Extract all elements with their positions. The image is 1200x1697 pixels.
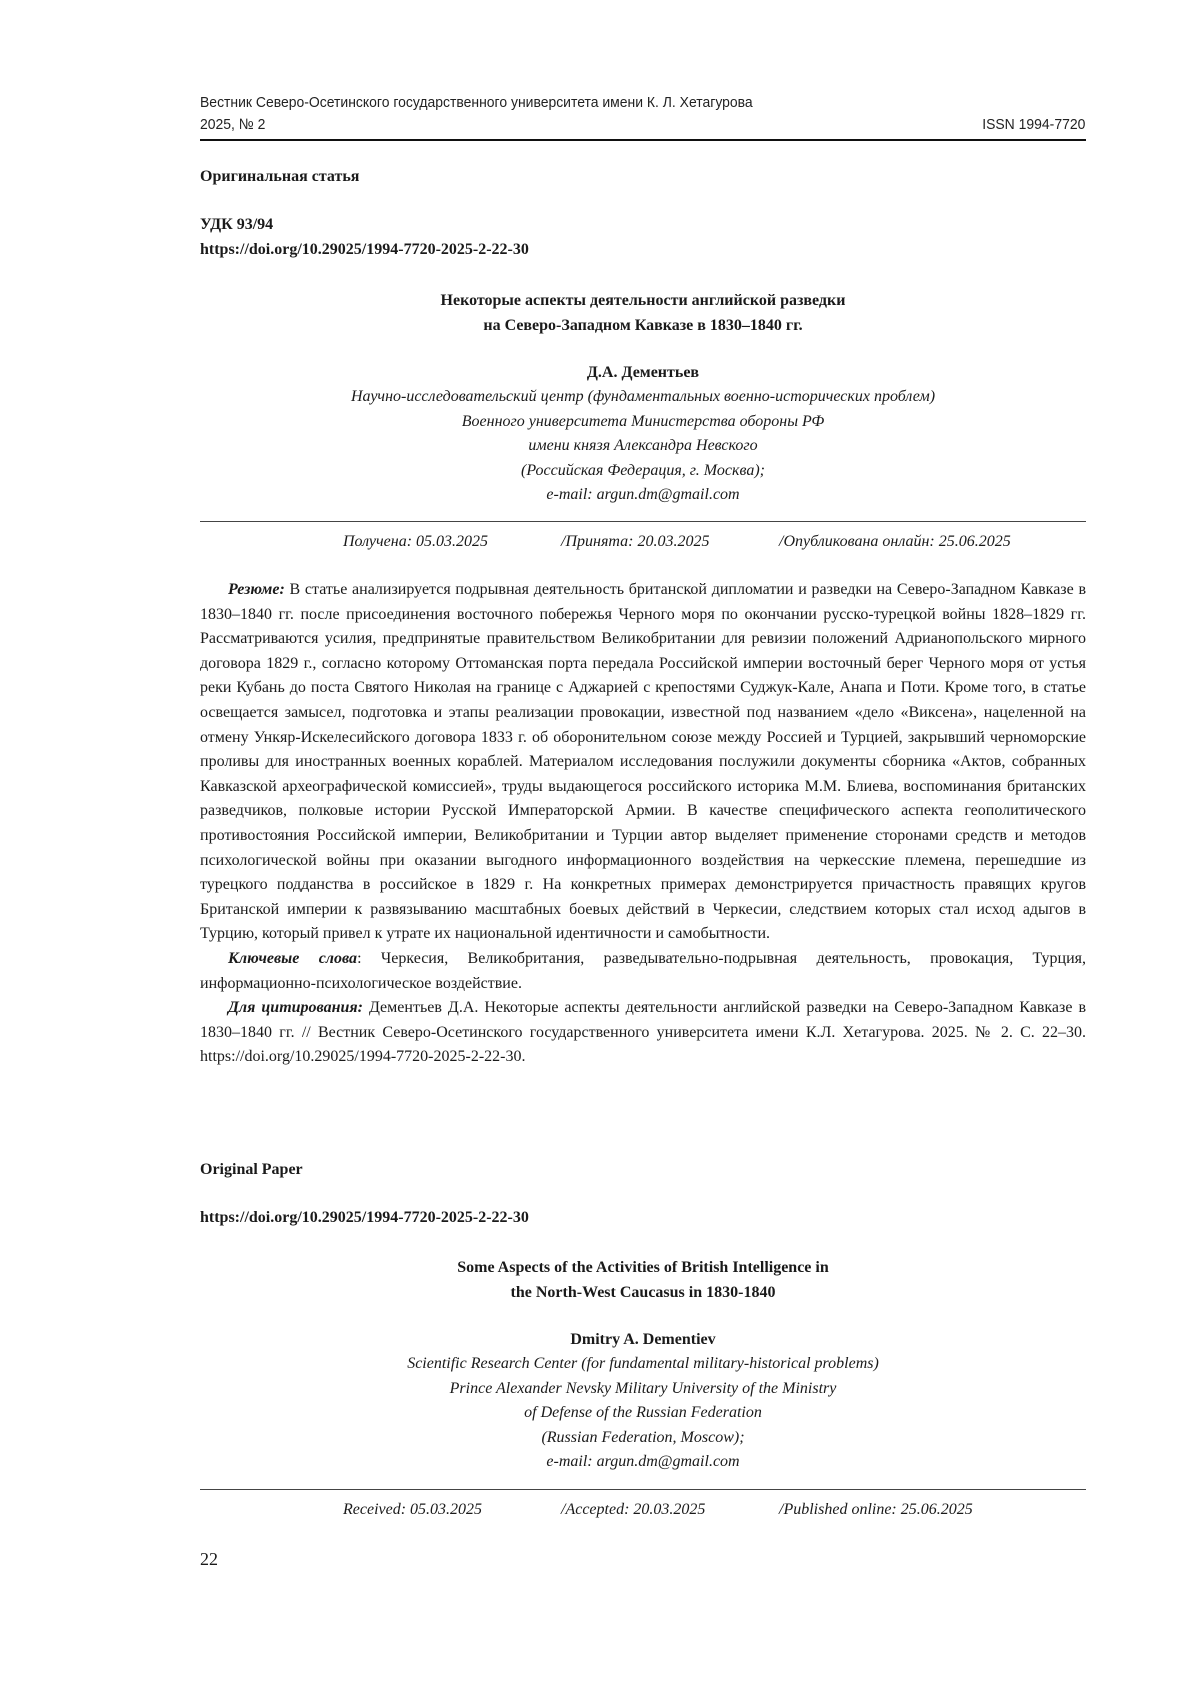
ru-affiliation-line: Научно-исследовательский центр (фундаментальных военно-исторических проблем) xyxy=(350,388,936,405)
en-email-link[interactable]: argun.dm@gmail.com xyxy=(596,1453,740,1470)
journal-issue: 2025, № 2 xyxy=(200,116,266,133)
en-dates xyxy=(343,1499,1103,1521)
ru-keywords-label: Ключевые слова xyxy=(228,949,358,967)
ru-affiliation xyxy=(200,385,1086,508)
en-affiliation-line: of Defense of the Russian Federation xyxy=(524,1404,762,1421)
en-article-title xyxy=(200,1255,1086,1305)
ru-keywords-text: : Черкесия, Великобритания, разведывательно-подрывная деятельность, провокация, Турция, информационно-психологическое воздействие. xyxy=(200,949,1087,992)
en-affiliation xyxy=(200,1352,1086,1475)
journal-name: Вестник Северо-Осетинского государственного университета имени К. Л. Хетагурова xyxy=(200,94,753,111)
ru-title-line: Некоторые аспекты деятельности английской разведки xyxy=(440,292,846,309)
journal-issn: ISSN 1994-7720 xyxy=(982,116,1086,133)
ru-abstract-section xyxy=(200,578,1086,1070)
en-title-line: Some Aspects of the Activities of British Intelligence in xyxy=(457,1259,829,1276)
en-affiliation-line: Prince Alexander Nevsky Military University of the Ministry xyxy=(449,1379,837,1397)
ru-published-date: /Опубликована онлайн: 25.06.2025 xyxy=(779,533,1011,550)
ru-abstract-text: В статье анализируется подрывная деятельность британской дипломатии и разведки на Северо-Западном Кавказе в 1830–1840 гг. после присоединения восточного побережья Черного моря по окончании русско-турецкой войны 1828–1829 гг. Рассматриваются усилия, предпринятые правительством Великобритании для ревизии положений Адрианопольского мирного договора 1829 г., согласно которому Оттоманская порта передала Российской империи восточный берег Черного моря от устья реки Кубань до поста Святого Николая на границе с Аджарией с крепостями Суджук-Кале, Анапа и Поти. Кроме того, в статье освещается замысел, подготовка и этапы реализации провокации, известной под названием «дело «Виксена», нацеленной на отмену Ункяр-Искелесийского договора 1833 г. об оборонительном союзе между Россией и Турцией, закрывший черноморские проливы для иностранных военных кораблей. Материалом исследования послужили документы сборника «Актов, собранных Кавказской археографической комиссией», труды выдающегося российского историка М.М. Блиева, воспоминания британских разведчиков, полковые истории Русской Императорской Армии. В качестве специфического аспекта геополитического противостояния Российской империи, Великобритании и Турции автор выделяет применение сторонами средств и методов психологической войны при оказании выгодного информационного воздействия на черкесские племена, перешедшие из турецкого подданства в российское в 1829 г. На конкретных примерах демонстрируется причастность правящих кругов Британской империи к развязыванию масштабных боевых действий в Черкесии, следствием которых стал исход адыгов в Турцию, который привел к утрате их национальной идентичности и самобытности. xyxy=(200,581,1086,943)
en-accepted-date: /Accepted: 20.03.2025 xyxy=(561,1501,706,1518)
ru-abstract xyxy=(200,578,1086,947)
en-received-date: Received: 05.03.2025 xyxy=(343,1501,483,1518)
journal-header xyxy=(200,92,1086,136)
ru-article-type: Оригинальная статья xyxy=(200,168,360,185)
ru-doi-link[interactable]: https://doi.org/10.29025/1994-7720-2025-2-22-30 xyxy=(200,241,529,258)
ru-accepted-date: /Принята: 20.03.2025 xyxy=(561,533,710,550)
ru-affiliation-line: имени князя Александра Невского xyxy=(528,437,758,454)
ru-citation xyxy=(200,996,1086,1070)
ru-divider xyxy=(200,521,1086,522)
ru-affiliation-line: (Российская Федерация, г. Москва); xyxy=(521,461,765,479)
ru-article-title xyxy=(200,288,1086,338)
ru-email xyxy=(200,483,1086,508)
en-published-date: /Published online: 25.06.2025 xyxy=(779,1501,973,1518)
ru-citation-label: Для цитирования: xyxy=(228,999,363,1017)
ru-keywords xyxy=(200,947,1086,996)
en-article-type: Original Paper xyxy=(200,1161,303,1178)
ru-abstract-label: Резюме: xyxy=(228,581,285,598)
en-divider xyxy=(200,1489,1086,1490)
en-title-line: the North-West Caucasus in 1830-1840 xyxy=(510,1284,776,1301)
ru-email-label: e-mail: xyxy=(546,486,597,503)
page-number: 22 xyxy=(200,1549,218,1569)
ru-title-line: на Северо-Западном Кавказе в 1830–1840 гг. xyxy=(483,317,803,334)
ru-citation-text: Дементьев Д.А. Некоторые аспекты деятельности английской разведки на Северо-Западном Кавказе в 1830–1840 гг. // Вестник Северо-Осетинского государственного университета имени К.Л. Хетагурова. 2025. № 2. С. 22–30. https://doi.org/10.29025/1994-7720-2025-2-22-30. xyxy=(200,999,1086,1066)
en-email xyxy=(200,1450,1086,1475)
en-affiliation-line: Scientific Research Center (for fundamental military-historical problems) xyxy=(407,1355,879,1372)
ru-udk: УДК 93/94 xyxy=(200,216,274,233)
en-affiliation-line: (Russian Federation, Moscow); xyxy=(541,1428,745,1446)
en-author-name: Dmitry A. Dementiev xyxy=(570,1331,716,1348)
en-doi-link[interactable]: https://doi.org/10.29025/1994-7720-2025-2-22-30 xyxy=(200,1209,529,1226)
ru-author-name: Д.А. Дементьев xyxy=(586,364,700,381)
header-rule xyxy=(200,139,1086,141)
ru-email-link[interactable]: argun.dm@gmail.com xyxy=(596,486,740,503)
en-email-label: e-mail: xyxy=(546,1453,597,1470)
ru-received-date: Получена: 05.03.2025 xyxy=(343,533,489,550)
ru-dates xyxy=(343,531,1103,553)
ru-affiliation-line: Военного университета Министерства обороны РФ xyxy=(461,412,825,430)
